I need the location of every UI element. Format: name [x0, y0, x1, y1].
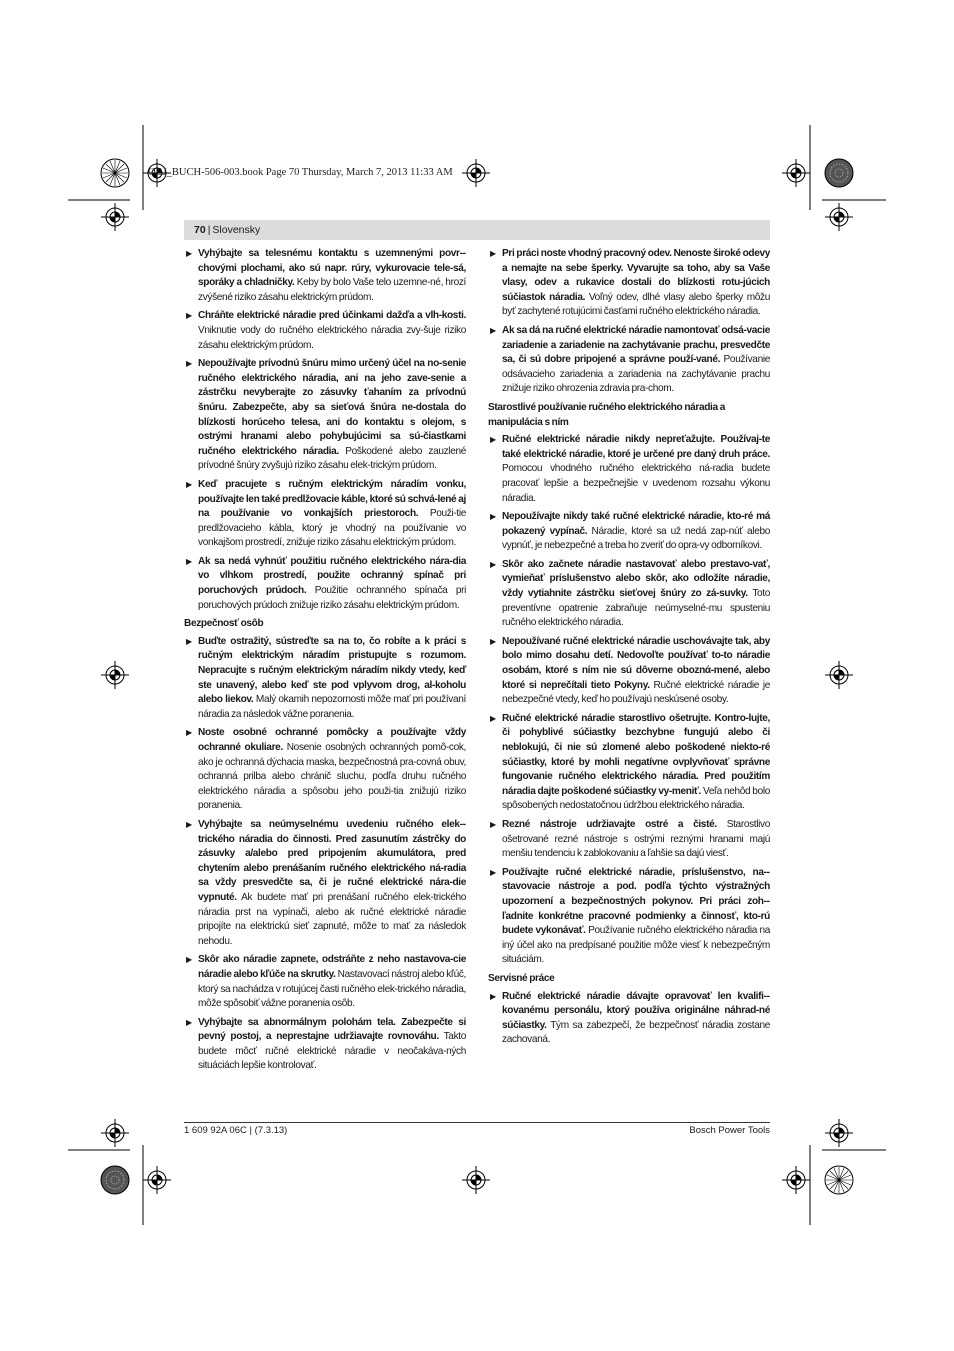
safety-instruction-item: [184, 818, 466, 949]
instruction-text: Nastavovací nástroj alebo kľúč, ktorý sa nachádza v rotujúcej časti ručného elek-trického náradia, môže spôsobiť vážne poranenia osôb.: [198, 968, 466, 1010]
triangle-right-icon: ▶: [490, 819, 496, 829]
page-header: [184, 220, 770, 240]
instruction-text: Použi-tie predlžovacieho kábla, ktorý je vhodný na používanie vo vonkajšom prostredí, znižuje riziko zásahu elektrickým prúdom.: [198, 508, 466, 549]
footer-doc-code: 1 609 92A 06C | (7.3.13): [184, 1125, 288, 1136]
safety-instruction-item: [184, 726, 466, 814]
instruction-bold: Nepoužívané ručné elektrické náradie uschovávajte tak, aby bolo mimo dosahu detí. Nedovoľte používať to-to náradie osobám, ktoré s ním nie sú dôverne oboznά-mené, alebo ktoré si neprečítali tieto Pokyny.: [502, 635, 770, 691]
instruction-bold: Noste osobné ochranné pomôcky a používajte vždy ochranné okuliare.: [198, 727, 466, 753]
safety-instruction-item: [488, 247, 770, 320]
instruction-bold: Vyhýbajte sa abnormálnym polohám tela. Zabezpečte si pevný postoj, a neprestajne udržiavajte rovnováhu.: [198, 1016, 466, 1043]
triangle-right-icon: ▶: [490, 325, 496, 335]
instruction-bold: Ručné elektrické náradie starostlivo ošetrujte. Kontro-lujte, či pohyblivé súčiastky bezchybne fungujú alebo či neblokujú, či nie sú zlomené alebo poškodené niekto-ré súčiastky, ktoré by mohli negatívne ovplyvňovať správne fungovanie ručného elektrického náradia. Pred použitím náradia dajte poškodené súčiastky vy-meniť.: [502, 712, 770, 797]
page-number: 70: [194, 224, 206, 236]
instruction-text: Nosenie osobných ochranných pomô-cok, ako je ochranná dýchacia maska, bezpečnostná pra-covná obuv, ochranná prilba alebo chránič sluchu, podľa druhu ručného elektrického náradia a spôsobu jeho použi-tia znižujú riziko poranenia.: [198, 742, 467, 812]
section-title-service: Servisné práce: [488, 972, 555, 984]
triangle-right-icon: ▶: [490, 867, 496, 877]
instruction-text: Ručné elektrické náradie je nebezpečné vtedy, keď ho používajú neskúsené osoby.: [502, 679, 770, 706]
triangle-right-icon: ▶: [490, 559, 496, 569]
instruction-bold: Ak sa dá na ručné elektrické náradie namontovať odsá-vacie zariadenie a zariadenie na zachytávanie prachu, presvedčte sa, či sú dobre pripojené a správne použí-vané.: [502, 324, 770, 366]
instruction-bold: Používajte ručné elektrické náradie, príslušenstvo, na-stavovacie nástroje a pod. podľa týchto výstražných upozornení a bezpečnostných pokynov. Pri práci zoh-ľadnite konkrétne pracovné podmienky a činnosť, kto-rú budete vykonávať.: [502, 866, 770, 937]
instruction-bold: Skôr ako začnete náradie nastavovať alebo prestavo-vať, vymieňať príslušenstvo alebo skôr, ako odložíte náradie, vždy vytiahnite zástrčku sieťovej šnúry zo zá-suvky.: [502, 558, 770, 600]
instruction-bold: Vyhýbajte sa neúmyselnému uvedeniu ručného elek-trického náradia do činnosti. Pred zasunutím zástrčky do zásuvky a/alebo pred pripojením akumulátora, pred chytením alebo prenášaním ručného elektrického ná-radia sa vždy presvedčte sa, či je ručné elektrické nára-die vypnuté.: [198, 818, 466, 903]
instruction-text: Náradie, ktoré sa už nedá zap-núť alebo vypnúť, je nebezpečné a treba ho zveriť do opra-vy odborníkovi.: [502, 525, 770, 552]
triangle-right-icon: ▶: [490, 249, 496, 258]
instruction-bold: Nepoužívajte nikdy také ručné elektrické náradie, kto-ré má pokazený vypínač.: [502, 511, 770, 537]
safety-instruction-item: [488, 866, 770, 968]
safety-instruction-item: [184, 555, 466, 613]
instruction-text: Používanie ručného elektrického náradia na iný účel ako na predpísané použitie môže viesť k nebezpečným situáciám.: [502, 925, 770, 966]
instruction-text: Tým sa zabezpečí, že bezpečnosť náradia zostane zachovaná.: [502, 1019, 770, 1046]
header-language: Slovensky: [212, 224, 261, 236]
instruction-text: Poškodené alebo zauzlené prívodné šnúry zvyšujú riziko zásahu elek-trickým prúdom.: [198, 445, 466, 472]
instruction-text: Pomocou vhodného ručného elektrického ná-radia budete pracovať lepšie a bezpečnejšie v uvedenom rozsahu výkonu náradia.: [502, 463, 770, 504]
safety-instruction-item: [184, 357, 466, 474]
section-title-tool-use-care: Starostlivé používanie ručného elektrického náradia a manipulácia s ním: [488, 401, 725, 428]
instruction-bold: Rezné nástroje udržiavajte ostré a čisté.: [502, 818, 717, 830]
instruction-bold: Ručné elektrické náradie dávajte opravovať len kvalifi-kovanému personálu, ktorý používa originálne náhrad-né súčiastky.: [502, 990, 770, 1031]
instruction-text: Toto preventívne opatrenie zabraňuje neúmyselné-mu spusteniu ručného elektrického náradia.: [502, 588, 771, 629]
instruction-bold: Ak sa nedá vyhnúť použitiu ručného elektrického nára-dia vo vlhkom prostredí, použite ochranný spínač pri poruchových prúdoch.: [198, 555, 466, 597]
footer-rule: [184, 1122, 770, 1123]
section-title-personal-safety: Bezpečnosť osôb: [184, 618, 264, 630]
instruction-text: Malý okamih nepozornosti môže mať pri používaní náradia za následok vážne poranenia.: [198, 694, 466, 720]
safety-instruction-item: [488, 990, 770, 1048]
instruction-text: Takto budete môcť ručné elektrické náradie v neočakáva-ných situáciách lepšie kontrolovať.: [198, 1031, 466, 1072]
left-group-2: [184, 635, 466, 1074]
triangle-right-icon: ▶: [490, 713, 496, 723]
safety-instruction-item: [184, 635, 466, 723]
triangle-right-icon: ▶: [490, 512, 496, 522]
right-group-3: [488, 990, 770, 1048]
safety-instruction-item: [184, 953, 466, 1011]
footer-brand: Bosch Power Tools: [689, 1125, 770, 1136]
triangle-right-icon: ▶: [490, 991, 496, 1001]
instruction-text: Ak budete mať pri prenášaní ručného elek-trického náradia prst na vypínači, alebo ak ručné elektrické náradie pripojíte na elektrickú sieť zapnuté, môže to mať za následok nehodu.: [198, 891, 466, 947]
instruction-text: Starostlivo ošetrované rezné nástroje s ostrými reznými hranami majú menšiu tendenciu k zablokovaniu a ľahšie sa dajú viesť.: [502, 818, 770, 860]
triangle-right-icon: ▶: [186, 955, 192, 965]
triangle-right-icon: ▶: [186, 479, 192, 489]
header-separator: |: [207, 224, 211, 236]
instruction-text: Vniknutie vody do ručného elektrického náradia zvy-šuje riziko zásahu elektrickým prúdom.: [198, 324, 466, 351]
triangle-right-icon: ▶: [186, 819, 192, 829]
safety-instruction-item: [184, 309, 466, 353]
triangle-right-icon: ▶: [186, 359, 192, 369]
right-column: [488, 247, 770, 1052]
instruction-bold: Nepoužívajte prívodnú šnúru mimo určený účel na no-senie ručného elektrického náradia, ani na jeho zave-senie a zástrčku nevyberajte zo zásuvky ťahaním za prívodnú šnúru. Zabezpečte, aby sa sieťová šnúra ne-dostala do blízkosti horúceho telesa, ani do kontaktu s olejom, s ostrými hranami alebo pohybujúcimi sa sú-čiastkami ručného elektrického náradia.: [198, 358, 466, 457]
instruction-bold: Keď pracujete s ručným elektrickým náradím vonku, používajte len také predlžovacie káble, ktoré sú schvá-lené aj na používanie vo vonkajších priestoroch.: [198, 478, 466, 520]
print-slug: OBJ_BUCH-506-003.book Page 70 Thursday, March 7, 2013 11:33 AM: [148, 167, 453, 178]
right-group-2: [488, 433, 770, 968]
triangle-right-icon: ▶: [490, 435, 496, 445]
left-column: [184, 247, 466, 1078]
safety-instruction-item: [184, 1016, 466, 1074]
safety-instruction-item: [184, 478, 466, 551]
instruction-bold: Skôr ako náradie zapnete, odstráňte z neho nastavova-cie náradie alebo kľúče na skrutky.: [198, 954, 466, 980]
instruction-bold: Buďte ostražitý, sústreďte sa na to, čo robíte a k práci s ručným elektrickým náradím pristupujte s rozumom. Nepracujte s ručným elektrickým náradím nikdy vtedy, keď ste unavený, alebo keď ste pod vplyvom drog, al-koholu alebo liekov.: [198, 635, 466, 706]
instruction-bold: Ručné elektrické náradie nikdy nepreťažujte. Používaj-te také elektrické náradie, ktoré je určené pre daný druh práce.: [502, 434, 770, 460]
safety-instruction-item: [488, 635, 770, 708]
safety-instruction-item: [184, 247, 466, 305]
triangle-right-icon: ▶: [490, 636, 496, 646]
instruction-bold: Chráňte elektrické náradie pred účinkami dažďa a vlh-kosti.: [198, 310, 466, 322]
instruction-text: Použitie ochranného spínača pri poruchových prúdoch znižuje riziko zásahu elektrickým prúdom.: [198, 585, 466, 611]
safety-instruction-item: [488, 324, 770, 397]
triangle-right-icon: ▶: [186, 556, 192, 566]
instruction-text: Keby by bolo Vaše telo uzemne-né, hrozí zvýšené riziko zásahu elektrickým prúdom.: [198, 277, 467, 303]
safety-instruction-item: [488, 510, 770, 554]
triangle-right-icon: ▶: [186, 636, 192, 646]
safety-instruction-item: [488, 558, 770, 631]
left-group-1: [184, 247, 466, 613]
safety-instruction-item: [488, 433, 770, 506]
instruction-bold: Vyhýbajte sa telesnému kontaktu s uzemnenými povr-chovými plochami, ako sú napr. rúry, vykurovacie tele-sá, sporáky a chladničky.: [198, 248, 466, 289]
instruction-text: Veľa nehôd bolo spôsobených nedostatočnou údržbou elektrického náradia.: [502, 785, 770, 812]
safety-instruction-item: [488, 818, 770, 862]
triangle-right-icon: ▶: [186, 311, 192, 321]
triangle-right-icon: ▶: [186, 728, 192, 738]
instruction-bold: Pri práci noste vhodný pracovný odev. Nenoste široké odevy a nemajte na sebe šperky. Vyvarujte sa toho, aby sa Vaše vlasy, odev a rukavice dostali do blízkosti rotu-júcich súčiastok náradia.: [502, 248, 770, 303]
triangle-right-icon: ▶: [186, 249, 192, 258]
instruction-text: Voľný odev, dlhé vlasy alebo šperky môžu byť zachytené rotujúcimi časťami ručného elektrického náradia.: [502, 291, 771, 318]
right-group-1: [488, 247, 770, 397]
triangle-right-icon: ▶: [186, 1017, 192, 1027]
safety-instruction-item: [488, 712, 770, 814]
instruction-text: Používanie odsávacieho zariadenia a zariadenia na zachytávanie prachu znižuje riziko ohrozenia zdravia pra-chom.: [502, 354, 770, 395]
